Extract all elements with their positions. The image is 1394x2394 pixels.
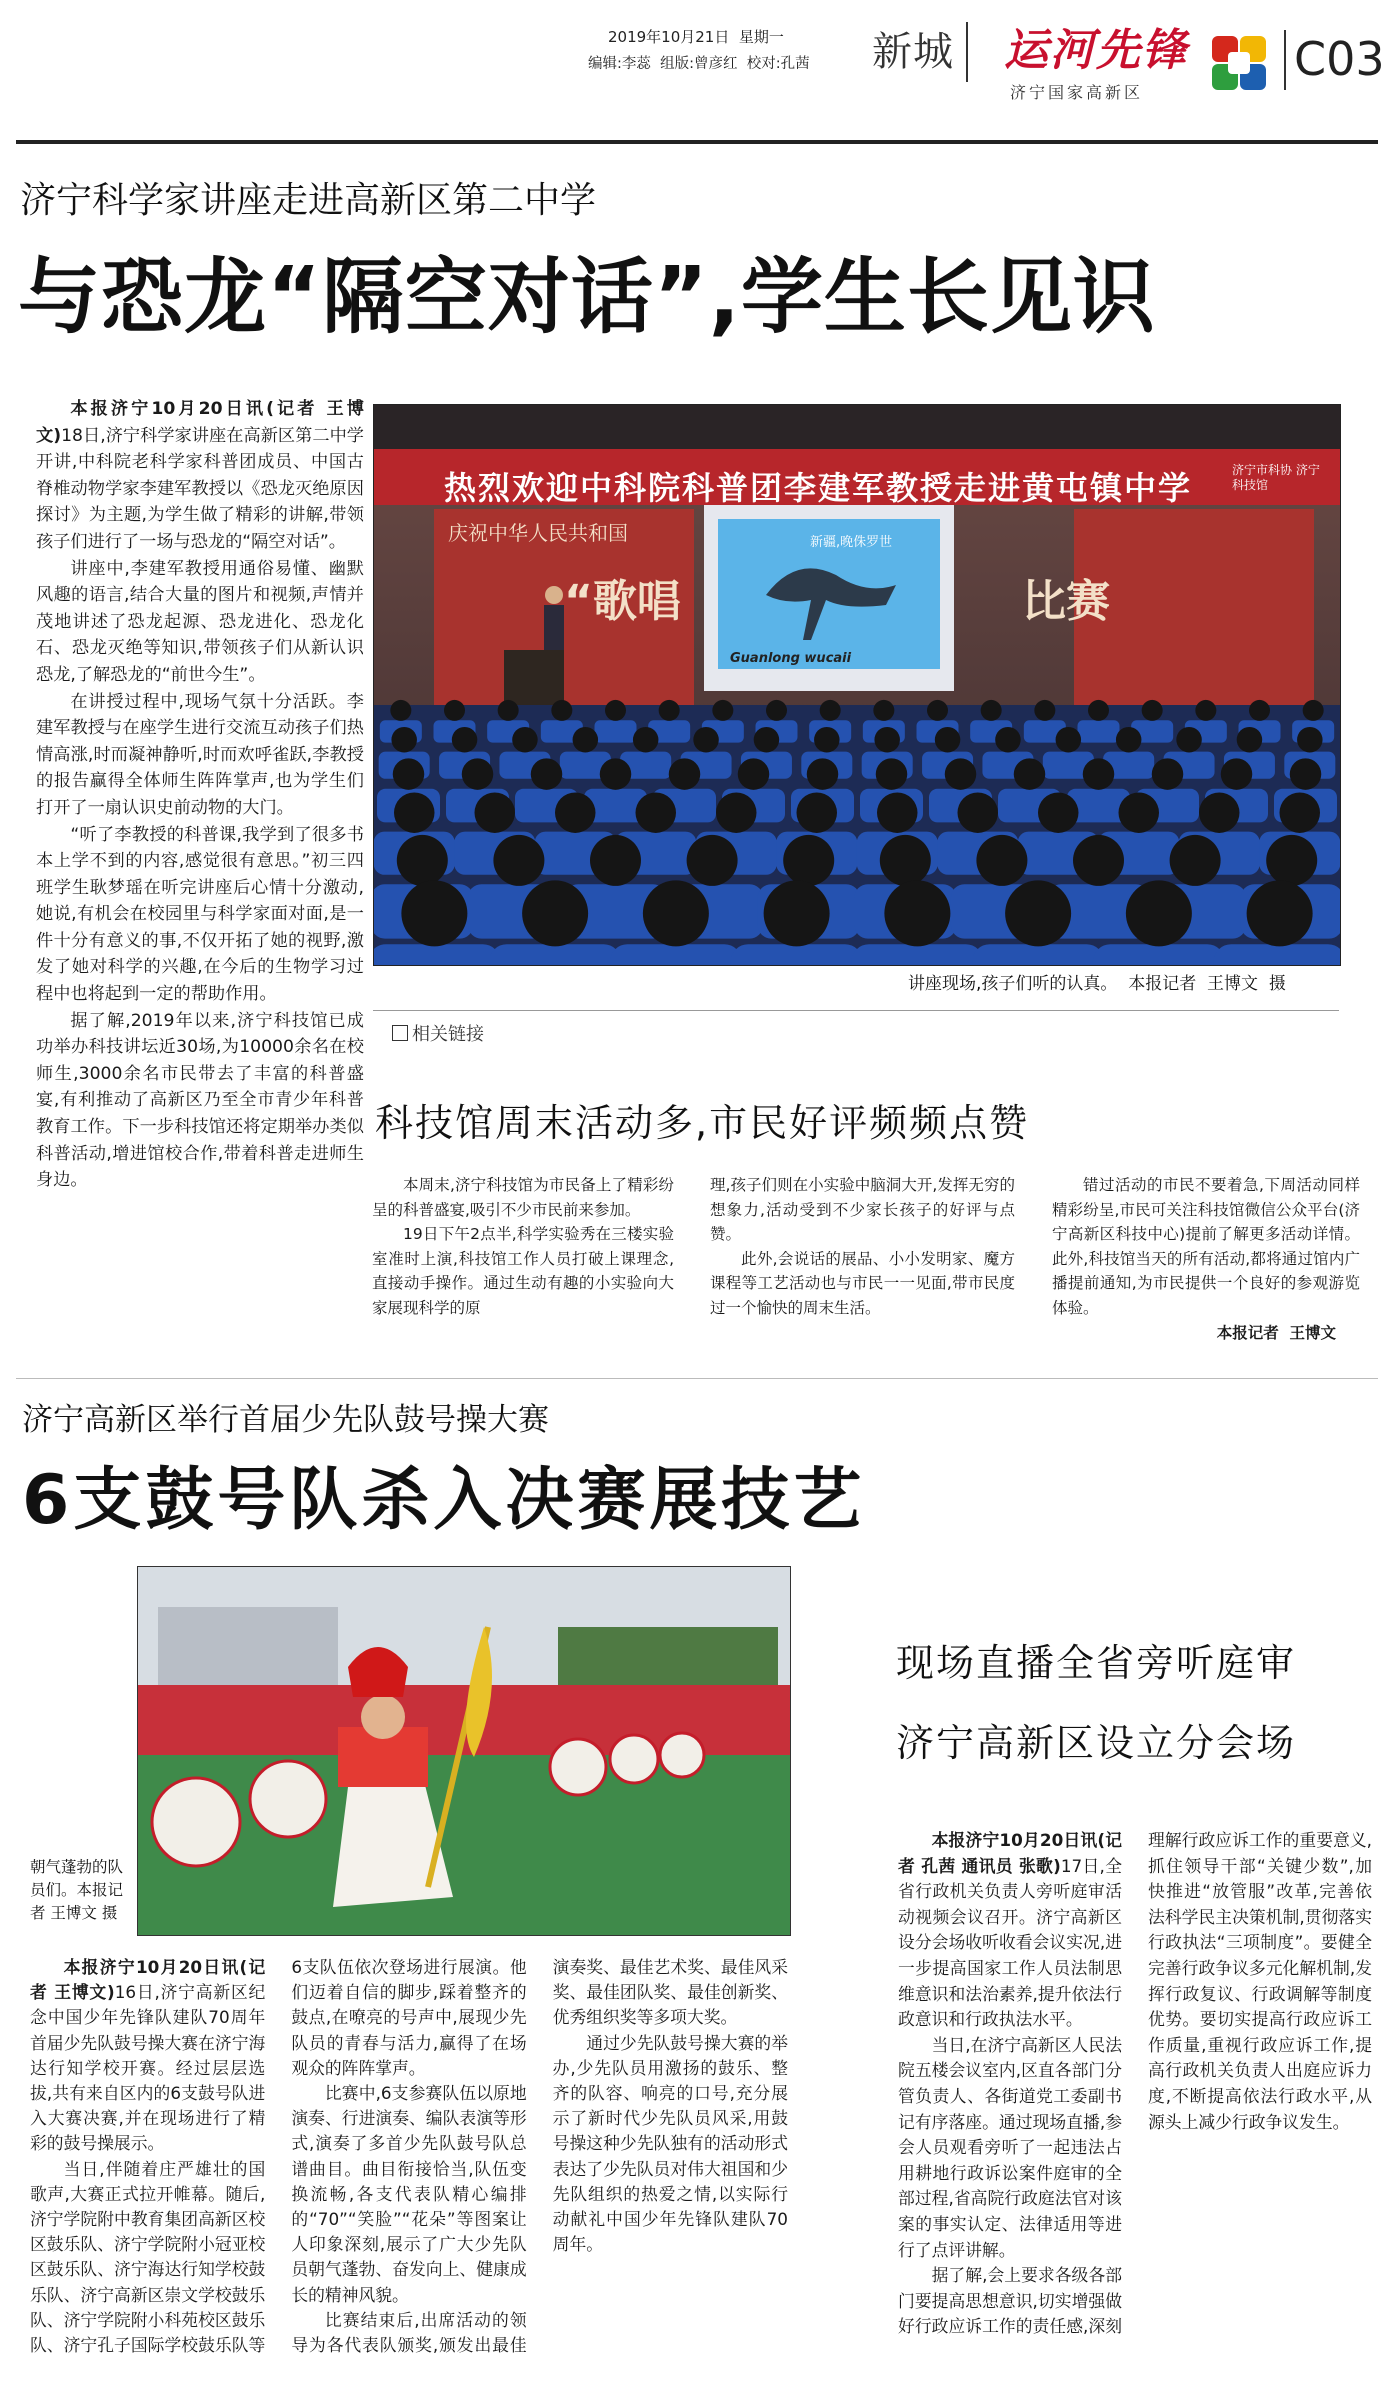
paragraph: 17日,全省行政机关负责人旁听庭审活动视频会议召开。济宁高新区设分会场收听收看会议实况,进一步提高国家工作人员法制思维意识和法治素养,提升依法行政意识和行政执法水平。 <box>898 1855 1122 2030</box>
screen-title: 新疆,晚侏罗世 <box>810 535 893 550</box>
masthead <box>0 0 1394 130</box>
article1-headline: 与恐龙“隔空对话”,学生长见识 <box>18 250 1156 345</box>
article2-kicker: 济宁高新区举行首届少先队鼓号操大赛 <box>22 1402 549 1438</box>
paragraph: 比赛中,6支参赛队伍以原地演奏、行进演奏、编队表演等形式,演奏了多首少先队鼓号队总谱曲目。曲目衔接恰当,队伍变换流畅,各支代表队精心编排的“70”“笑脸”“花朵”等图案让人印象深刻,展示了广大少先队员朝气蓬勃、奋发向上、健康成长的精神风貌。 <box>291 2083 527 2305</box>
masthead-rule <box>16 140 1378 144</box>
banner-text-2: 庆祝中华人民共和国 <box>448 521 628 545</box>
dateline: 本报济宁10月20日讯(记者 王博文) <box>36 399 364 446</box>
article2-headline: 6支鼓号队杀入决赛展技艺 <box>22 1461 866 1540</box>
newspaper-logo-icon <box>1208 32 1270 94</box>
article1-kicker: 济宁科学家讲座走进高新区第二中学 <box>20 180 597 221</box>
article3-headline-2: 济宁高新区设立分会场 <box>896 1721 1297 1765</box>
paragraph: 通过少先队鼓号操大赛的举办,少先队员用激扬的鼓乐、整齐的队容、响亮的口号,充分展示了新时代少先队员风采,用鼓号操这种少先队独有的活动形式表达了少先队员对伟大祖国和少先队组织的热爱之情,以实际行动献礼中国少年先锋队建队70周年。 <box>552 2032 788 2255</box>
section-name: 新城 <box>872 29 954 75</box>
banner-text-1-right: 济宁市科协 济宁科技馆 <box>1232 463 1320 492</box>
masthead-divider-2 <box>1284 30 1286 90</box>
paragraph: 当日,伴随着庄严雄壮的国歌声,大赛正式拉开帷幕。随后,济宁学院附中教育集团高新区校区鼓乐队、济宁学院附小冠亚校区鼓乐队、济宁海达行知学校鼓乐队、济宁高新区崇文学校鼓乐队、济宁学院附小科苑校区鼓乐队、济宁孔子国际学校鼓乐队等6支队伍依次登场进行展演。他们迈着自信的脚步,踩着整齐的鼓点,在嘹亮的号声中,展现少先队员的青春与活力,赢得了在场观众的阵阵掌声。 <box>30 1957 527 2356</box>
section-rule <box>16 1378 1378 1379</box>
screen-species: Guanlong wucaii <box>730 651 852 666</box>
related-col-2 <box>710 1173 1015 1321</box>
related-headline: 科技馆周末活动多,市民好评频频点赞 <box>375 1101 1030 1145</box>
lecture-photo <box>373 404 1341 966</box>
date: 2019年10月21日 <box>608 28 730 46</box>
paragraph: 理,孩子们则在小实验中脑洞大开,发挥无穷的想象力,活动受到不少家长孩子的好评与点赞。 <box>710 1176 1015 1244</box>
page-number: C03 <box>1294 32 1385 86</box>
dateline: 本报济宁10月20日讯(记者 孔茜 通讯员 张歌) <box>898 1830 1122 1876</box>
article3-body <box>898 1828 1372 2348</box>
paragraph: 本周末,济宁科技馆为市民备上了精彩纷呈的科普盛宴,吸引不少市民前来参加。 <box>372 1176 674 1219</box>
banner-text-3: “歌唱 <box>564 576 681 627</box>
related-col-3 <box>1052 1173 1360 1345</box>
article3-headline-1: 现场直播全省旁听庭审 <box>896 1641 1297 1685</box>
masthead-divider <box>966 22 968 82</box>
banner-text-1: 热烈欢迎中科院科普团李建军教授走进黄屯镇中学 <box>444 469 1193 507</box>
paragraph: “听了李教授的科普课,我学到了很多书本上学不到的内容,感觉很有意思。”初三四班学生耿梦瑶在听完讲座后心情十分激动,她说,有机会在校园里与科学家面对面,是一件十分有意义的事,不仅开拓了她的视野,激发了她对科学的兴趣,在今后的生物学习过程中也将起到一定的帮助作用。 <box>36 824 364 1005</box>
related-top-rule <box>373 1010 1339 1011</box>
drum-scene <box>138 1567 790 1935</box>
paragraph: 当日,在济宁高新区人民法院五楼会议室内,区直各部门分管负责人、各街道党工委副书记有序落座。通过现场直播,参会人员观看旁听了一起违法占用耕地行政诉讼案件庭审的全部过程,省高院行政庭法官对该案的事实认定、法律适用等进行了点评讲解。 <box>898 2034 1122 2260</box>
editors-line: 编辑:李蕊 组版:曾彦红 校对:孔茜 <box>588 56 810 72</box>
related-label <box>392 1020 484 1046</box>
related-box-icon <box>392 1025 408 1041</box>
paragraph: 16日,济宁高新区纪念中国少年先锋队建队70周年首届少先队鼓号操大赛在济宁海达行知学校开赛。经过层层选拔,共有来自区内的6支鼓号队进入大赛决赛,并在现场进行了精彩的鼓号操展示。 <box>30 1982 266 2154</box>
paragraph: 18日,济宁科学家讲座在高新区第二中学开讲,中科院老科学家科普团成员、中国古脊椎动物学家李建军教授以《恐龙灭绝原因探讨》为主题,为学生做了精彩的讲解,带领孩子们进行了一场与恐龙的“隔空对话”。 <box>36 425 364 552</box>
banner-text-3-right: 比赛 <box>1022 576 1110 627</box>
related-label-text: 相关链接 <box>412 1024 484 1045</box>
drum-corps-photo <box>137 1566 791 1936</box>
paragraph: 据了解,会上要求各级各部门要提高思想意识,切实增强做好行政应诉工作的责任感,深刻理解行政应诉工作的重要意义,抓住领导干部“关键少数”,加快推进“放管服”改革,完善依法科学民主决策机制,贯彻落实行政执法“三项制度”。要健全完善行政争议多元化解机制,发挥行政复议、行政调解等制度优势。要切实提高行政应诉工作质量,重视行政应诉工作,提高行政机关负责人出庭应诉力度,不断提高依法行政水平,从源头上减少行政争议发生。 <box>898 1830 1372 2337</box>
paragraph: 在讲授过程中,现场气氛十分活跃。李建军教授与在座学生进行交流互动孩子们热情高涨,时而凝神静听,时而欢呼雀跃,李教授的报告赢得全体师生阵阵掌声,也为学生们打开了一扇认识史前动物的大门。 <box>36 691 364 818</box>
issue-date <box>608 26 784 47</box>
paragraph: 讲座中,李建军教授用通俗易懂、幽默风趣的语言,结合大量的图片和视频,声情并茂地讲述了恐龙起源、恐龙进化、恐龙化石、恐龙灭绝等知识,带领孩子们从新认识恐龙,了解恐龙的“前世今生”。 <box>36 558 364 685</box>
brand-name: 运河先锋 <box>1004 25 1188 76</box>
paragraph: 错过活动的市民不要着急,下周活动同样精彩纷呈,市民可关注科技馆微信公众平台(济宁高新区科技中心)提前了解更多活动详情。此外,科技馆当天的所有活动,都将通过馆内广播提前通知,为市民提供一个良好的参观游览体验。 <box>1052 1176 1360 1317</box>
dateline: 本报济宁10月20日讯(记者 王博文) <box>30 1957 266 2003</box>
article2-body <box>30 1955 788 2375</box>
photo-caption-1: 讲座现场,孩子们听的认真。 本报记者 王博文 摄 <box>908 974 1286 994</box>
paragraph: 比赛结束后,出席活动的领导为各代表队颁奖,颁发出最佳演奏奖、最佳艺术奖、最佳风采奖、最佳团队奖、最佳创新奖、优秀组织奖等多项大奖。 <box>291 1957 788 2356</box>
brand-subtitle: 济宁国家高新区 <box>1010 83 1144 102</box>
photo-caption-2: 朝气蓬勃的队员们。本报记者 王博文 摄 <box>30 1858 124 1922</box>
weekday: 星期一 <box>738 28 784 46</box>
paragraph: 19日下午2点半,科学实验秀在三楼实验室准时上演,科技馆工作人员打破上课理念,直接动手操作。通过生动有趣的小实验向大家展现科学的原 <box>372 1225 674 1317</box>
byline: 本报记者 王博文 <box>1216 1323 1336 1342</box>
related-col-1 <box>372 1173 674 1321</box>
paragraph: 据了解,2019年以来,济宁科技馆已成功举办科技讲坛近30场,为10000余名在校师生,3000余名市民带去了丰富的科普盛宴,有利推动了高新区乃至全市青少年科普教育工作。下一步科技馆还将定期举办类似科普活动,增进馆校合作,带着科普走进师生身边。 <box>36 1010 364 1191</box>
article1-body <box>36 396 364 1194</box>
paragraph: 此外,会说话的展品、小小发明家、魔方课程等工艺活动也与市民一一见面,带市民度过一个愉快的周末生活。 <box>710 1249 1015 1317</box>
